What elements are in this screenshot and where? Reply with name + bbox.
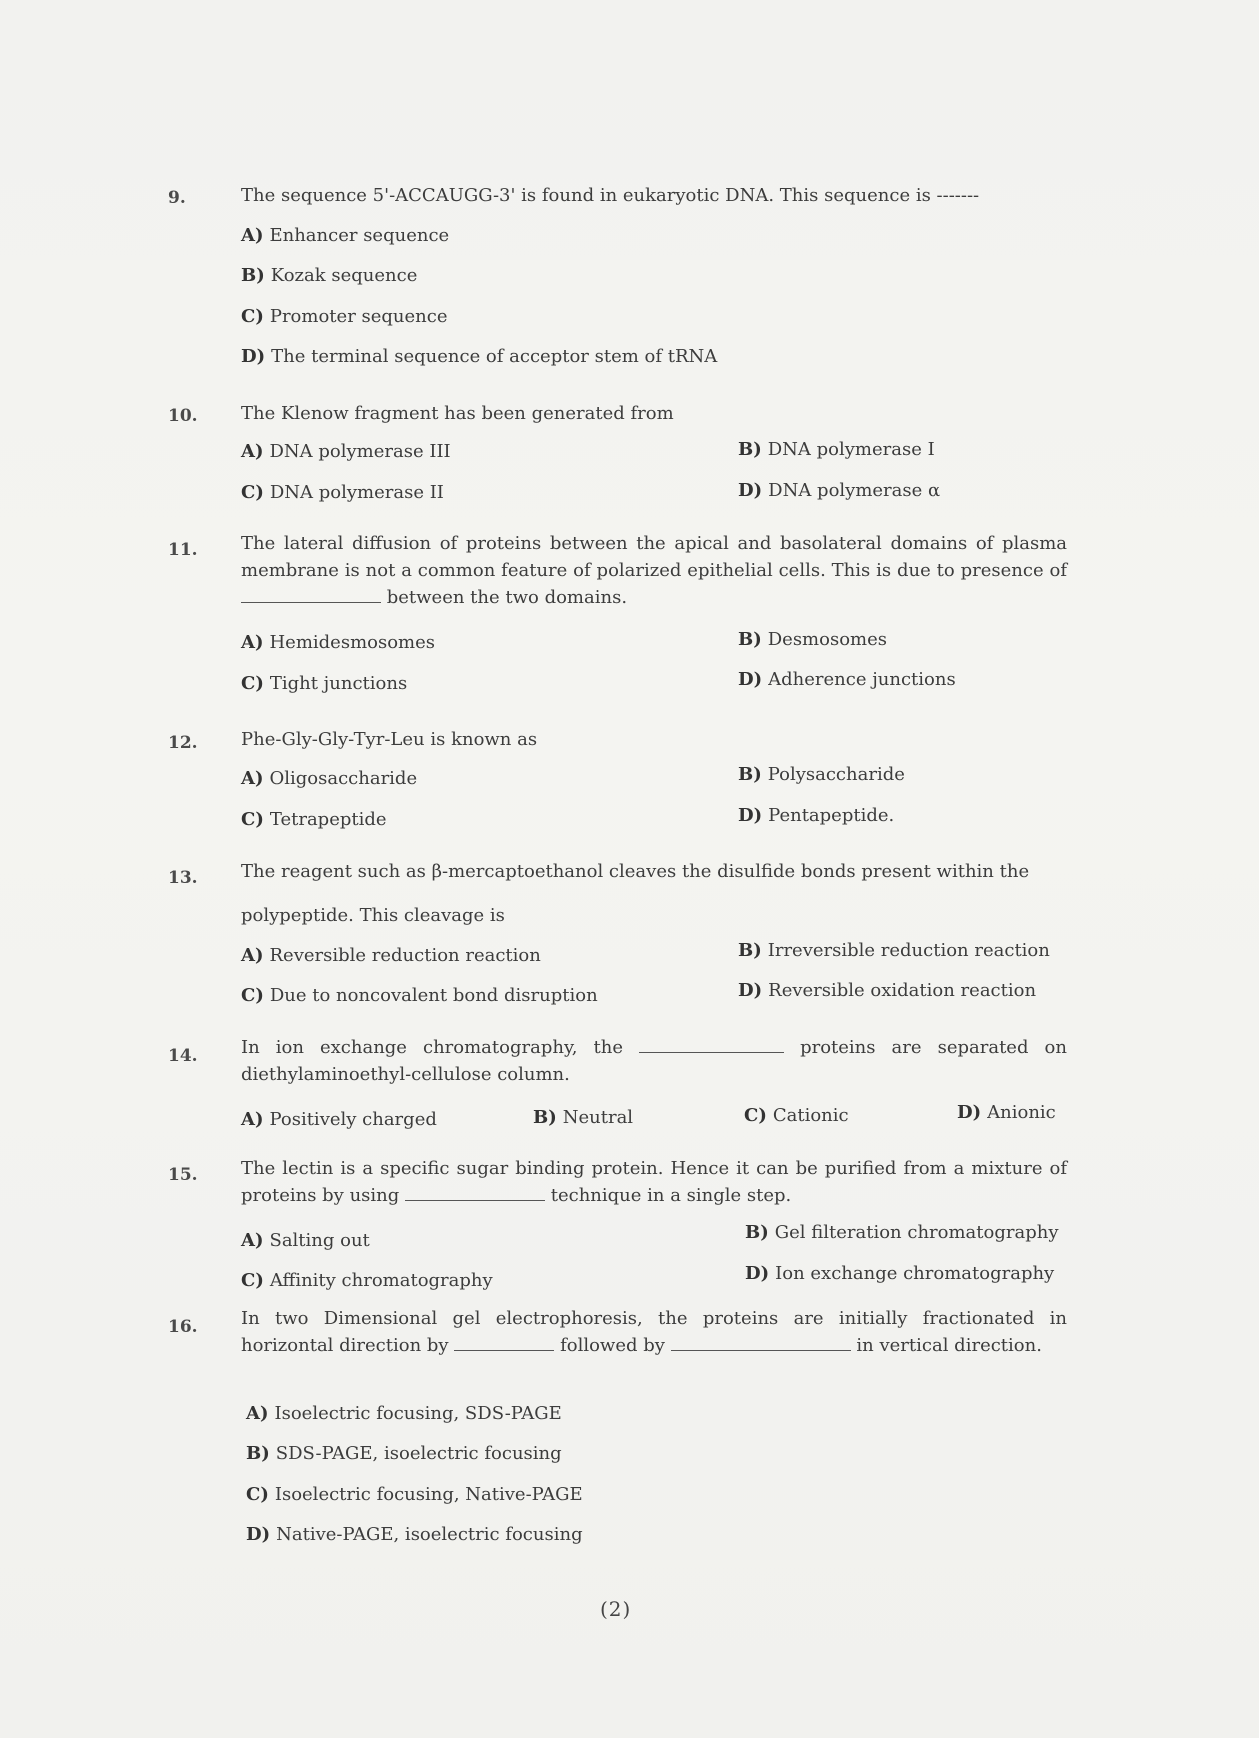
option-a: A) Reversible reduction reaction [241, 945, 541, 966]
question-text: The lateral diffusion of proteins between the apical and basolateral domains of plasma membrane is not a common feature of polarized epithelial cells. This is due to presence of between the two domains. [241, 533, 1067, 608]
option-b: B) Neutral [533, 1107, 634, 1128]
option-d: D) DNA polymerase α [738, 480, 941, 501]
option-c: C) Cationic [744, 1105, 849, 1126]
question-number: 14. [168, 1046, 198, 1066]
option-a: A) DNA polymerase III [241, 441, 451, 462]
option-a: A) Positively charged [241, 1109, 437, 1130]
question-number: 12. [168, 733, 198, 753]
option-b: B) Gel filteration chromatography [745, 1222, 1059, 1243]
question-number: 9. [168, 188, 186, 208]
option-a: A) Salting out [241, 1230, 370, 1251]
option-c: C) DNA polymerase II [241, 482, 444, 503]
option-b: B) SDS-PAGE, isoelectric focusing [246, 1443, 562, 1464]
option-d: D) Ion exchange chromatography [745, 1263, 1055, 1284]
question-text: The Klenow fragment has been generated from [241, 403, 674, 424]
question-number: 16. [168, 1317, 198, 1337]
option-c: C) Tetrapeptide [241, 809, 387, 830]
option-c: C) Due to noncovalent bond disruption [241, 985, 598, 1006]
answer-blank [241, 588, 381, 603]
option-d: D) Anionic [957, 1102, 1056, 1123]
option-a: A) Hemidesmosomes [241, 632, 436, 653]
question-text: The sequence 5'-ACCAUGG-3' is found in eukaryotic DNA. This sequence is ------- [241, 185, 980, 206]
question-number: 13. [168, 868, 198, 888]
question-text: Phe-Gly-Gly-Tyr-Leu is known as [241, 729, 538, 750]
option-b: B) Kozak sequence [241, 265, 418, 286]
question-text-line1: The reagent such as β-mercaptoethanol cleaves the disulfide bonds present within the [241, 861, 1030, 882]
option-b: B) Desmosomes [738, 629, 887, 650]
option-c: C) Promoter sequence [241, 306, 448, 327]
question-number: 15. [168, 1165, 198, 1185]
answer-blank-2 [671, 1336, 851, 1351]
answer-blank [639, 1038, 784, 1053]
question-text-line2: polypeptide. This cleavage is [241, 905, 505, 926]
option-c: C) Isoelectric focusing, Native-PAGE [246, 1484, 583, 1505]
question-number: 10. [168, 406, 198, 426]
option-b: B) Polysaccharide [738, 764, 905, 785]
option-a: A) Isoelectric focusing, SDS-PAGE [246, 1403, 562, 1424]
page-number: (2) [600, 1597, 632, 1621]
answer-blank-1 [454, 1336, 554, 1351]
question-text: In two Dimensional gel electrophoresis, the proteins are initially fractionated in horizontal direction by followed by in vertical direction. [241, 1308, 1067, 1356]
option-d: D) Native-PAGE, isoelectric focusing [246, 1524, 583, 1545]
option-c: C) Tight junctions [241, 673, 408, 694]
option-d: D) The terminal sequence of acceptor stem of tRNA [241, 346, 718, 367]
question-text: The lectin is a specific sugar binding protein. Hence it can be purified from a mixture of proteins by using technique in a single step. [241, 1158, 1067, 1206]
option-d: D) Adherence junctions [738, 669, 956, 690]
option-b: B) Irreversible reduction reaction [738, 940, 1050, 961]
answer-blank [405, 1186, 545, 1201]
question-text: In ion exchange chromatography, the proteins are separated on diethylaminoethyl-cellulose column. [241, 1037, 1067, 1085]
option-d: D) Pentapeptide. [738, 805, 895, 826]
option-d: D) Reversible oxidation reaction [738, 980, 1037, 1001]
option-c: C) Affinity chromatography [241, 1270, 493, 1291]
option-a: A) Oligosaccharide [241, 768, 418, 789]
question-number: 11. [168, 540, 198, 560]
option-b: B) DNA polymerase I [738, 439, 935, 460]
option-a: A) Enhancer sequence [241, 225, 450, 246]
